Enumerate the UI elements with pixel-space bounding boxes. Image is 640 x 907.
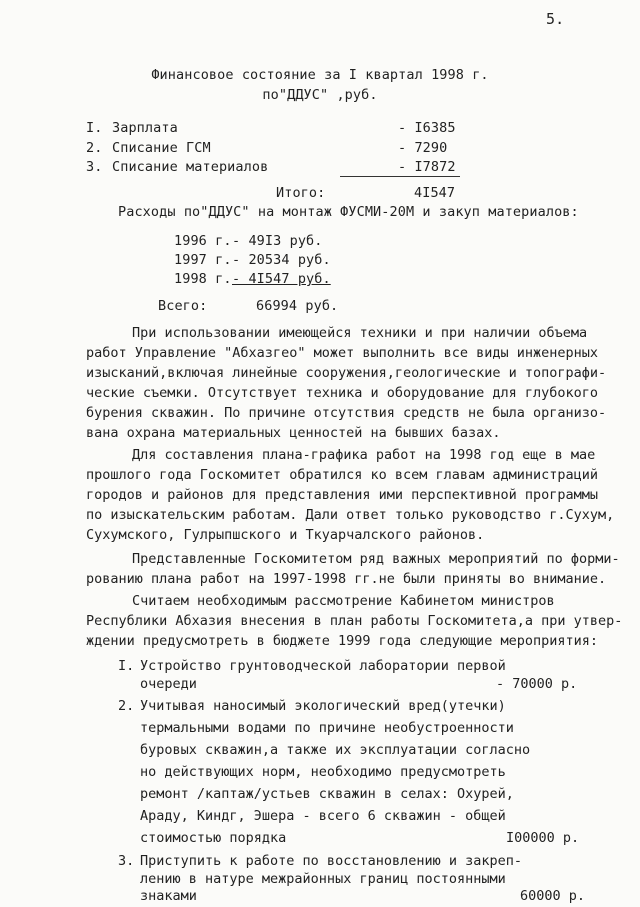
- amount-1998: - 4I547 руб.: [232, 271, 331, 287]
- year-1997: 1997 г.: [174, 252, 232, 268]
- para2-line-3: городов и районов для представления ими перспективной программы: [86, 487, 599, 503]
- total-label: Итого:: [276, 185, 326, 201]
- measure-2-line-1: Учитывая наносимый экологический вред(утечки): [140, 698, 506, 714]
- para2-line-5: Сухумского, Гулрыпшского и Ткуарчалского районов.: [86, 527, 485, 543]
- para2-line-4: по изыскательским работам. Дали ответ только руководство г.Сухум,: [86, 507, 615, 523]
- measure-3-line-3: знаками: [140, 888, 197, 904]
- para4-line-1: Считаем необходимым рассмотрение Кабинетом министров: [132, 593, 555, 609]
- measure-3-amount: 60000 р.: [520, 888, 586, 904]
- item-3-number: 3.: [86, 159, 103, 175]
- measure-3-number: 3.: [118, 853, 135, 869]
- item-1-number: I.: [86, 120, 103, 136]
- grand-total-label: Всего:: [158, 298, 208, 314]
- measure-2-line-4: но действующих норм, необходимо предусмотреть: [140, 764, 506, 780]
- para4-line-3: ждении предусмотреть в бюджете 1999 года следующие мероприятия:: [86, 633, 599, 649]
- year-1996: 1996 г.: [174, 233, 232, 249]
- measure-1-line-2: очереди: [140, 676, 197, 692]
- para1-line-3: изысканий,включая линейные сооружения,геологические и топографи-: [86, 365, 607, 381]
- measure-1-number: I.: [118, 658, 135, 674]
- para1-line-5: бурения скважин. По причине отсутствия средств не была организо-: [86, 405, 607, 421]
- para3-line-2: рованию плана работ на 1997-1998 гг.не были приняты во внимание.: [86, 571, 607, 587]
- sum-underline: [340, 176, 460, 177]
- item-1-label: Зарплата: [112, 120, 178, 136]
- measure-3-line-1: Приступить к работе по восстановлению и закреп-: [140, 853, 523, 869]
- measure-3-line-2: лению в натуре межрайонных границ постоянными: [140, 871, 506, 887]
- item-1-value: - I6385: [398, 120, 456, 136]
- amount-1997: - 20534 руб.: [232, 252, 331, 268]
- report-subtitle: по"ДДУС" ,руб.: [262, 87, 378, 103]
- measure-2-line-5: ремонт /каптаж/устьев скважин в селах: Охурей,: [140, 786, 514, 802]
- item-2-label: Списание ГСМ: [112, 140, 211, 156]
- page-number: 5.: [546, 10, 565, 28]
- total-value: 4I547: [414, 185, 456, 201]
- measure-2-line-6: Араду, Киндг, Эшера - всего 6 скважин - общей: [140, 808, 506, 824]
- item-2-number: 2.: [86, 140, 103, 156]
- para2-line-2: прошлого года Госкомитет обратился ко всем главам администраций: [86, 467, 599, 483]
- measure-2-number: 2.: [118, 698, 135, 714]
- measure-2-line-7: стоимостью порядка: [140, 830, 287, 846]
- year-1998: 1998 г.: [174, 271, 232, 287]
- item-2-value: - 7290: [398, 140, 448, 156]
- report-title: Финансовое состояние за I квартал 1998 г.: [151, 67, 489, 83]
- item-3-value: - I7872: [398, 159, 456, 175]
- para1-line-4: ческие съемки. Отсутствует техника и оборудование для глубокого: [86, 385, 599, 401]
- measure-2-line-3: буровых скважин,а также их эксплуатации согласно: [140, 742, 531, 758]
- para1-line-1: При использовании имеющейся техники и при наличии объема: [132, 325, 588, 341]
- para3-line-1: Представленные Госкомитетом ряд важных мероприятий по форми-: [132, 551, 620, 567]
- para1-line-2: работ Управление "Абхазгео" может выполнить все виды инженерных: [86, 345, 599, 361]
- measure-2-line-2: термальными водами по причине необустроенности: [140, 720, 514, 736]
- item-3-label: Списание материалов: [112, 159, 269, 175]
- para1-line-6: вана охрана материальных ценностей на бывших базах.: [86, 425, 501, 441]
- para4-line-2: Республики Абхазия внесения в план работы Госкомитета,а при утвер-: [86, 613, 623, 629]
- measure-1-amount: - 70000 р.: [496, 676, 578, 692]
- para2-line-1: Для составления плана-графика работ на 1998 год еще в мае: [132, 447, 596, 463]
- measure-1-line-1: Устройство грунтоводческой лаборатории первой: [140, 658, 506, 674]
- amount-1996: - 49I3 руб.: [232, 233, 323, 249]
- grand-total-value: 66994 руб.: [256, 298, 339, 314]
- expenses-heading: Расходы по"ДДУС" на монтаж ФУСМИ-20М и закуп материалов:: [118, 204, 579, 220]
- measure-2-amount: I00000 р.: [506, 830, 580, 846]
